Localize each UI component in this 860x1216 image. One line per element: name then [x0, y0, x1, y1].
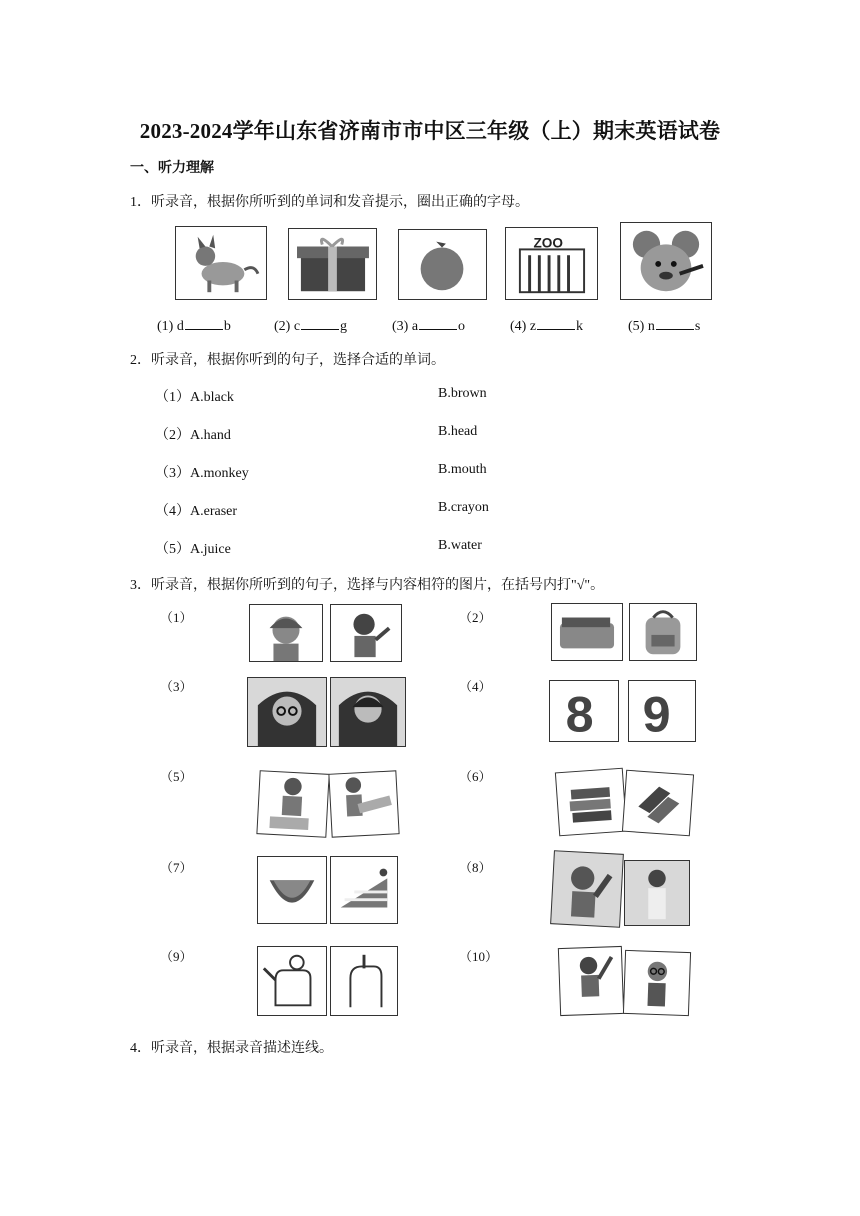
q1-item-5: [628, 317, 700, 335]
q1-item-2: [274, 317, 347, 335]
books-icon[interactable]: [555, 768, 627, 837]
boy-glasses-icon[interactable]: [247, 677, 327, 747]
q3-item-number: （7）: [160, 860, 193, 875]
pencil-case-icon[interactable]: [551, 603, 623, 661]
letter-end: b: [223, 319, 231, 334]
hand-raised-icon[interactable]: [550, 850, 624, 928]
answer-blank[interactable]: [419, 317, 457, 330]
item-number: （2）: [155, 428, 190, 443]
q3-item-number: （4）: [459, 679, 492, 694]
q2-row-1-b[interactable]: B.brown: [438, 386, 487, 401]
letter-end: g: [340, 319, 348, 334]
item-number: （1）: [155, 390, 190, 405]
q1-item-3: [392, 317, 465, 335]
letter-end: s: [694, 319, 701, 334]
backpack-icon[interactable]: [629, 603, 697, 661]
svg-text:ZOO: ZOO: [533, 235, 564, 251]
gift-box-icon: [288, 228, 377, 300]
number-nine-icon[interactable]: [628, 680, 696, 742]
watermelon-slice-icon[interactable]: [257, 856, 327, 924]
q2-row-4-b[interactable]: B.crayon: [438, 500, 489, 515]
option-a: A.black: [190, 390, 234, 405]
q3-item-number: （3）: [160, 679, 193, 694]
girl-ruler-icon[interactable]: [328, 770, 399, 837]
q2-row-2-b[interactable]: B.head: [438, 424, 478, 439]
page-title: 2023-2024学年山东省济南市市中区三年级（上）期末英语试卷: [139, 119, 721, 143]
q2-row-5-b[interactable]: B.water: [438, 538, 482, 553]
item-number: (5): [628, 319, 645, 334]
letter-start: c: [293, 319, 301, 334]
letter-start: z: [529, 319, 537, 334]
item-number: (4): [510, 319, 527, 334]
q2-row-1-a[interactable]: [155, 386, 234, 406]
q3-item-number: （5）: [160, 769, 193, 784]
zoo-icon: [505, 227, 598, 300]
answer-blank[interactable]: [301, 317, 339, 330]
svg-text:8: 8: [565, 685, 594, 741]
cake-slice-icon[interactable]: [330, 856, 398, 924]
girl-icon[interactable]: [249, 604, 323, 662]
fist-icon[interactable]: [330, 946, 398, 1016]
letter-end: o: [458, 319, 466, 334]
girl-portrait-icon[interactable]: [330, 677, 406, 747]
q1-item-1: [157, 317, 231, 335]
q3-item-number: （6）: [459, 769, 492, 784]
q3-item-number: （8）: [459, 860, 492, 875]
letter-start: a: [411, 319, 419, 334]
q2-row-3-b[interactable]: B.mouth: [438, 462, 487, 477]
answer-blank[interactable]: [537, 317, 575, 330]
boy-jumping-icon[interactable]: [558, 946, 624, 1016]
q2-row-4-a[interactable]: [155, 500, 237, 520]
q1-item-4: [510, 317, 583, 335]
option-a: A.juice: [190, 542, 231, 557]
q2-row-5-a[interactable]: [155, 538, 231, 558]
option-a: A.eraser: [190, 504, 238, 519]
q2-row-2-a[interactable]: [155, 424, 231, 444]
question-3-prompt: 3．听录音，根据你所听到的句子，选择与内容相符的图片，在括号内打"√"。: [130, 578, 605, 593]
mouse-icon: [620, 222, 712, 300]
answer-blank[interactable]: [656, 317, 694, 330]
notebooks-icon[interactable]: [622, 770, 694, 837]
item-number: （5）: [155, 542, 190, 557]
orange-icon: [398, 229, 487, 300]
dog-icon: [175, 226, 267, 300]
q2-row-3-a[interactable]: [155, 462, 249, 482]
letter-start: n: [647, 319, 655, 334]
question-4-prompt: 4．听录音，根据录音描述连线。: [130, 1041, 333, 1056]
item-number: (2): [274, 319, 291, 334]
item-number: （3）: [155, 466, 190, 481]
option-a: A.hand: [190, 428, 231, 443]
item-number: (3): [392, 319, 409, 334]
section-heading: 一、听力理解: [130, 161, 214, 176]
svg-text:9: 9: [642, 685, 671, 741]
boy-glasses-icon[interactable]: [623, 950, 691, 1016]
q3-item-number: （2）: [459, 610, 492, 625]
girl-waving-icon[interactable]: [330, 604, 402, 662]
item-number: (1): [157, 319, 174, 334]
question-1-prompt: 1．听录音，根据你所听到的单词和发音提示，圈出正确的字母。: [130, 195, 529, 210]
q3-item-number: （1）: [160, 610, 193, 625]
item-number: （4）: [155, 504, 190, 519]
letter-end: k: [576, 319, 584, 334]
boy-eraser-icon[interactable]: [256, 770, 329, 838]
hand-thumb-icon[interactable]: [257, 946, 327, 1016]
question-2-prompt: 2．听录音，根据你听到的句子，选择合适的单词。: [130, 353, 445, 368]
person-standing-icon[interactable]: [624, 860, 690, 926]
answer-blank[interactable]: [185, 317, 223, 330]
q3-item-number: （9）: [160, 949, 193, 964]
option-a: A.monkey: [190, 466, 249, 481]
letter-start: d: [176, 319, 184, 334]
q3-item-number: （10）: [459, 949, 499, 964]
number-eight-icon[interactable]: [549, 680, 619, 742]
